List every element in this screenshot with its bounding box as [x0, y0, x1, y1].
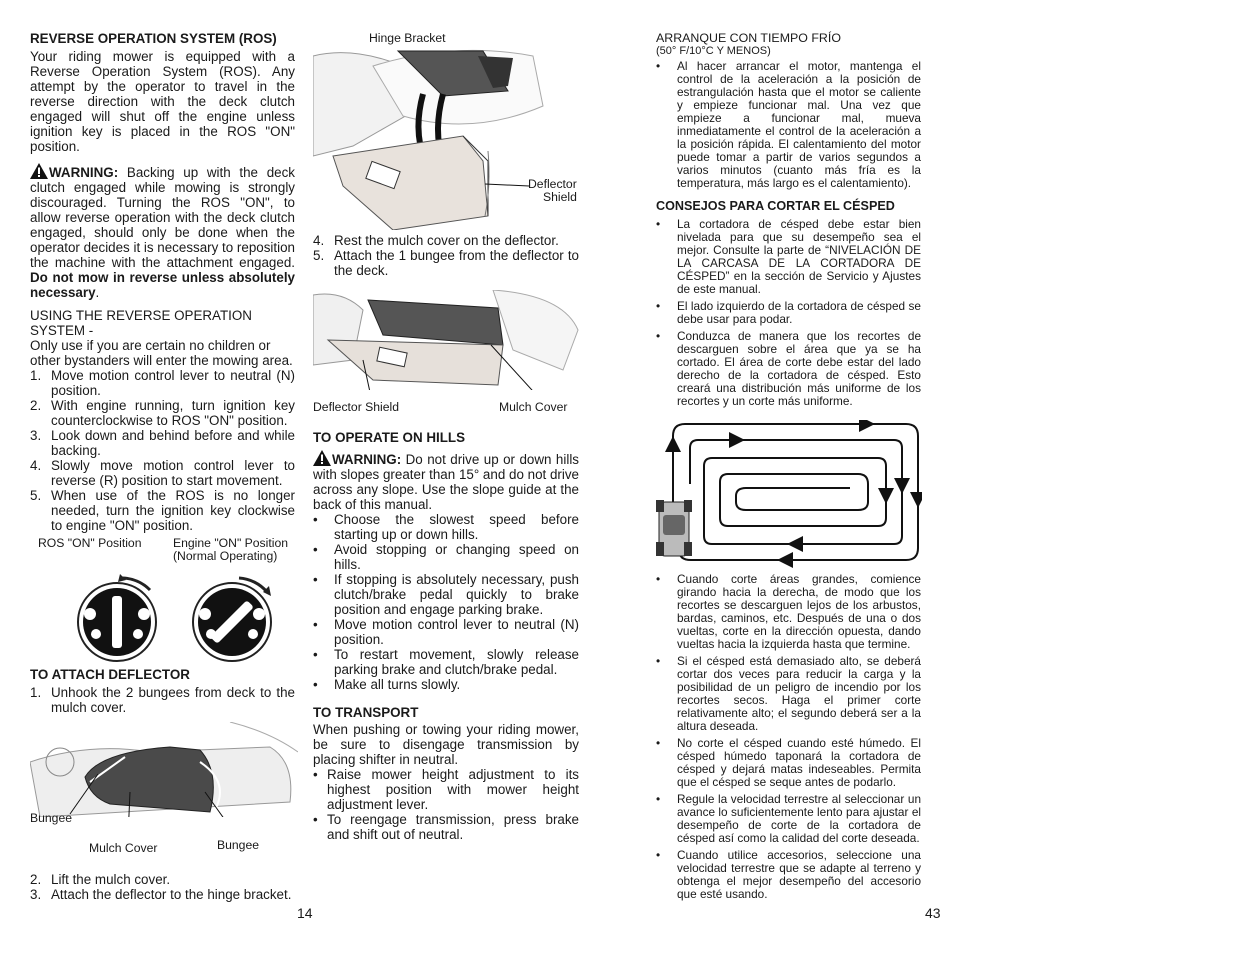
list-item: • Avoid stopping or changing speed on hills.	[313, 542, 579, 572]
left-column	[30, 31, 295, 533]
list-item: • Conduzca de manera que los recortes de descarguen sobre el área que ya se ha cortado. El área de corte debe estar del lado derecho de la cortadora de césped. Esto creará una distribución más uniforme de los recortes y un corte más uniforme.	[656, 329, 921, 408]
engine-on-label: Engine "ON" Position	[173, 536, 289, 550]
mulch-cover-illustration	[313, 290, 581, 390]
list-item: 3. Attach the deflector to the hinge bracket.	[30, 887, 292, 902]
deflector-shield-figure	[313, 290, 581, 420]
ros-warning-bold: Do not mow in reverse unless absolutely necessary	[30, 270, 295, 300]
transport-heading: TO TRANSPORT	[313, 705, 419, 720]
list-item: • Al hacer arrancar el motor, mantenga el control de la aceleración a la posición de estrangulación hasta que el motor se caliente y empieze funcionar mal. Una vez que empieze a funcionar mal, mueva inmediatamente el control de la aceleración a la posición rápida. El calentamiento del motor puede tomar a partir de varios segundos a varios minutos (cuanto más fría es la temperatura, más largo es el calentamiento).	[656, 59, 921, 190]
using-ros-intro: Only use if you are certain no children or other bystanders will enter the mowing area.	[30, 338, 293, 368]
riding-mower-icon	[656, 500, 692, 556]
list-item: • Si el césped está demasiado alto, se deberá cortar dos veces para reducir la carga y la posibilidad de un peligro de incendio por los recortes secos. Haga el primer corte relativamente alto; el segundo deberá ser a la altura deseada.	[656, 654, 921, 733]
right-column	[656, 32, 921, 412]
hills-warning-text: Do not drive up or down hills with slopes greater than 15° and do not drive across any slope. Use the slope guide at the back of this manual.	[313, 452, 579, 512]
right-column-lower	[656, 573, 921, 905]
deflector-shield-label: Deflector Shield	[313, 400, 400, 414]
list-item: 2. With engine running, turn ignition key counterclockwise to ROS "ON" position.	[30, 398, 295, 428]
ros-heading: REVERSE OPERATION SYSTEM (ROS)	[30, 31, 277, 46]
ignition-key-ros-icon	[70, 570, 165, 665]
list-item: • To restart movement, slowly release parking brake and clutch/brake pedal.	[313, 647, 579, 677]
tips-heading: CONSEJOS PARA CORTAR EL CÉSPED	[656, 199, 895, 213]
hills-bullets	[313, 512, 579, 692]
shield-label: Shield	[543, 190, 577, 204]
list-item: • Cuando corte áreas grandes, comience girando hacia la derecha, de modo que los recortes se descarguen lejos de los arbustos, bardas, caminos, etc. Después de una o dos vueltas, corte en la dirección opuesta, dando vueltas hacia la izquierda hasta que termine.	[656, 572, 921, 651]
list-item: • If stopping is absolutely necessary, push clutch/brake pedal quickly to brake position and engage parking brake.	[313, 572, 579, 617]
cold-subheading: (50° F/10°C Y MENOS)	[656, 45, 771, 57]
list-item: • Choose the slowest speed before starting up or down hills.	[313, 512, 579, 542]
ros-warning	[30, 163, 295, 300]
list-item: • To reengage transmission, press brake and shift out of neutral.	[313, 812, 579, 842]
list-item: 5. When use of the ROS is no longer needed, turn the ignition key clockwise to engine "ON" position.	[30, 488, 295, 533]
hills-warning-label: WARNING:	[332, 452, 402, 467]
bungee-left-label: Bungee	[30, 811, 73, 825]
page-number-right: 43	[925, 905, 941, 921]
tips-bullets-a	[656, 218, 921, 408]
list-item: 2. Lift the mulch cover.	[30, 872, 171, 887]
attach-steps-list	[30, 872, 298, 902]
mulch-steps	[313, 233, 579, 278]
list-item: 3. Look down and behind before and while backing.	[30, 428, 295, 458]
mulch-steps-list	[313, 233, 579, 278]
hills-section	[313, 430, 579, 842]
transport-intro: When pushing or towing your riding mower, be sure to disengage transmission by placing shifter in neutral.	[313, 722, 579, 767]
engine-on-sublabel: (Normal Operating)	[173, 549, 278, 563]
attach-deflector-section	[30, 667, 295, 715]
list-item: 1. Unhook the 2 bungees from deck to the mulch cover.	[30, 685, 295, 715]
hinge-bracket-label: Hinge Bracket	[369, 31, 446, 45]
ros-warning-end: .	[95, 285, 100, 300]
deflector-label: Deflector	[528, 177, 577, 191]
attach-steps-2	[30, 872, 298, 902]
list-item: • Raise mower height adjustment to its highest position with mower height adjustment lever.	[313, 767, 579, 812]
tips-bullets-b	[656, 573, 921, 901]
transport-bullets	[313, 767, 579, 842]
hinge-bracket-figure	[313, 30, 583, 230]
ros-on-label: ROS "ON" Position	[38, 536, 142, 550]
list-item: • Move motion control lever to neutral (N) position.	[313, 617, 579, 647]
attach-heading: TO ATTACH DEFLECTOR	[30, 667, 190, 682]
warning-icon	[30, 163, 48, 179]
list-item: • Make all turns slowly.	[313, 677, 461, 692]
list-item: 4. Rest the mulch cover on the deflector.	[313, 233, 559, 248]
list-item: • Regule la velocidad terrestre al seleccionar un avance lo suficientemente lento para ajustar el desempeño de corte de la cortadora de césped así como la calidad del corte deseada.	[656, 792, 921, 845]
ros-warning-text: Backing up with the deck clutch engaged while mowing is strongly discouraged. Turning the ROS "ON", to allow reverse operation with the deck clutch engaged, should only be done when the operator decides it is necessary to reposition the machine with the attachment engaged.	[30, 165, 295, 270]
page-number-left: 14	[297, 905, 313, 921]
mowing-pattern-diagram	[656, 420, 922, 568]
list-item: 5. Attach the 1 bungee from the deflector to the deck.	[313, 248, 579, 278]
cold-heading: ARRANQUE CON TIEMPO FRÍO	[656, 31, 841, 45]
ignition-figure	[30, 535, 295, 660]
list-item: • Cuando utilice accesorios, seleccione una velocidad terrestre que se adapte al terreno y obtenga el mejor desempeño del accesorio que esté usando.	[656, 848, 921, 901]
cold-bullets	[656, 60, 921, 190]
mulch-cover-label-2: Mulch Cover	[499, 400, 568, 414]
ignition-key-engine-icon	[185, 570, 280, 665]
list-item: • La cortadora de césped debe estar bien nivelada para que su desempeño sea el mejor. Consulte la parte de “NIVELACIÓN DE LA CARCASA DE LA CORTADORA DE CÉSPED” en la sección de Servicio y Ajustes de este manual.	[656, 217, 921, 296]
ros-warning-label: WARNING:	[49, 165, 119, 180]
list-item: 4. Slowly move motion control lever to reverse (R) position to start movement.	[30, 458, 295, 488]
ros-steps	[30, 368, 295, 533]
warning-icon	[313, 450, 331, 466]
mower-deck-illustration	[30, 722, 298, 817]
hills-warning	[313, 450, 579, 512]
list-item: • El lado izquierdo de la cortadora de césped se debe usar para podar.	[656, 299, 921, 326]
ros-intro: Your riding mower is equipped with a Reverse Operation System (ROS). Any attempt by the operator to travel in the reverse direction with the deck clutch engaged will shut off the engine unless ignition key is placed in the ROS "ON" position.	[30, 49, 295, 154]
mulch-cover-label: Mulch Cover	[89, 841, 158, 855]
hills-heading: TO OPERATE ON HILLS	[313, 430, 466, 445]
bungee-right-label: Bungee	[217, 838, 260, 852]
using-ros-heading: USING THE REVERSE OPERATION SYSTEM -	[30, 308, 252, 338]
list-item: 1. Move motion control lever to neutral (N) position.	[30, 368, 295, 398]
attach-steps	[30, 685, 295, 715]
list-item: • No corte el césped cuando esté húmedo. El césped húmedo taponará la cortadora de césped y dejará matas indeseables. Permita que el césped se seque antes de podarlo.	[656, 736, 921, 789]
bungee-figure	[30, 722, 298, 862]
